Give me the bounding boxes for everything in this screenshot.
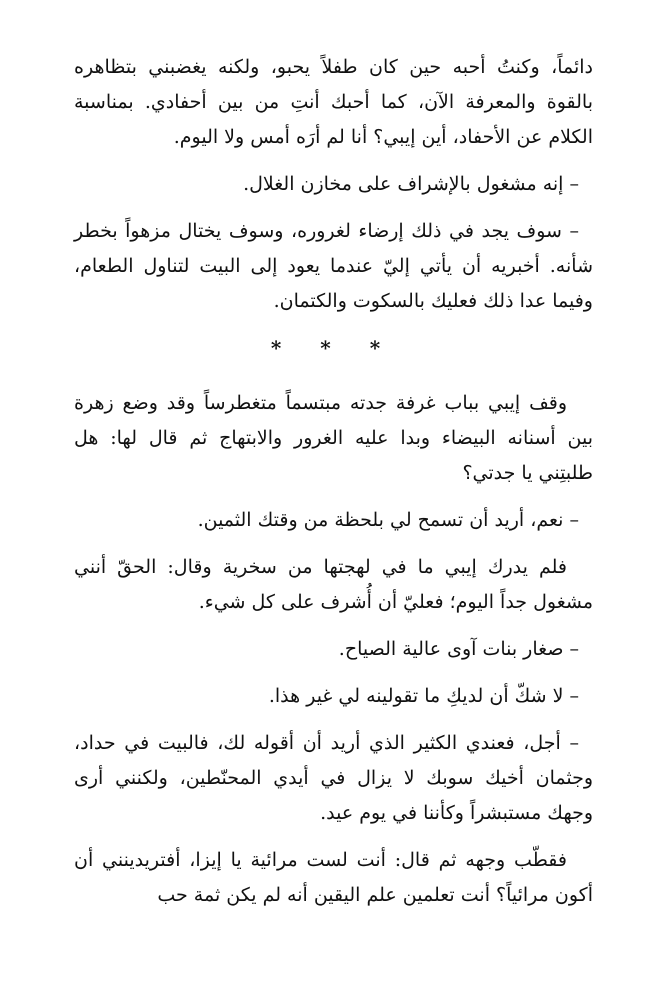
paragraph-10: فقطّب وجهه ثم قال: أنت لست مرائية يا إيزا، أفتريدينني أن أكون مرائياً؟ أنت تعلمين علم اليقين أنه لم يكن ثمة حب <box>74 849 593 906</box>
paragraph-6: فلم يدرك إيبي ما في لهجتها من سخرية وقال: الحقّ أنني مشغول جداً اليوم؛ فعليّ أن أُشرف على كل شيء. <box>74 556 593 613</box>
paragraph-5: – نعم، أريد أن تسمح لي بلحظة من وقتك الثمين. <box>197 509 579 531</box>
book-page <box>74 50 593 925</box>
paragraph-4: وقف إيبي بباب غرفة جدته مبتسماً متغطرساً وقد وضع زهرة بين أسنانه البيضاء وبدا عليه الغرور والابتهاج ثم قال لها: هل طلبتِني يا جدتي؟ <box>74 392 593 484</box>
section-separator: * * * <box>270 336 397 360</box>
paragraph-3: – سوف يجد في ذلك إرضاء لغروره، وسوف يختال مزهواً بخطر شأنه. أخبريه أن يأتي إليّ عندما يعود إلى البيت لتناول الطعام، وفيما عدا ذلك فعليك بالسكوت والكتمان. <box>74 220 593 312</box>
paragraph-7: – صغار بنات آوى عالية الصياح. <box>338 638 579 660</box>
paragraph-1: دائماً، وكنتُ أحبه حين كان طفلاً يحبو، ولكنه يغضبني بتظاهره بالقوة والمعرفة الآن، كما أحبك أنتِ من بين أحفادي. بمناسبة الكلام عن الأحفاد، أين إيبي؟ أنا لم أرَه أمس ولا اليوم. <box>74 56 593 148</box>
paragraph-2: – إنه مشغول بالإشراف على مخازن الغلال. <box>243 173 579 195</box>
paragraph-9: – أجل، فعندي الكثير الذي أريد أن أقوله لك، فالبيت في حداد، وجثمان أخيك سوبك لا يزال في أيدي المحنّطين، ولكنني أرى وجهك مستبشراً وكأننا في يوم عيد. <box>74 732 593 824</box>
paragraph-8: – لا شكّ أن لديكِ ما تقولينه لي غير هذا. <box>268 685 579 707</box>
